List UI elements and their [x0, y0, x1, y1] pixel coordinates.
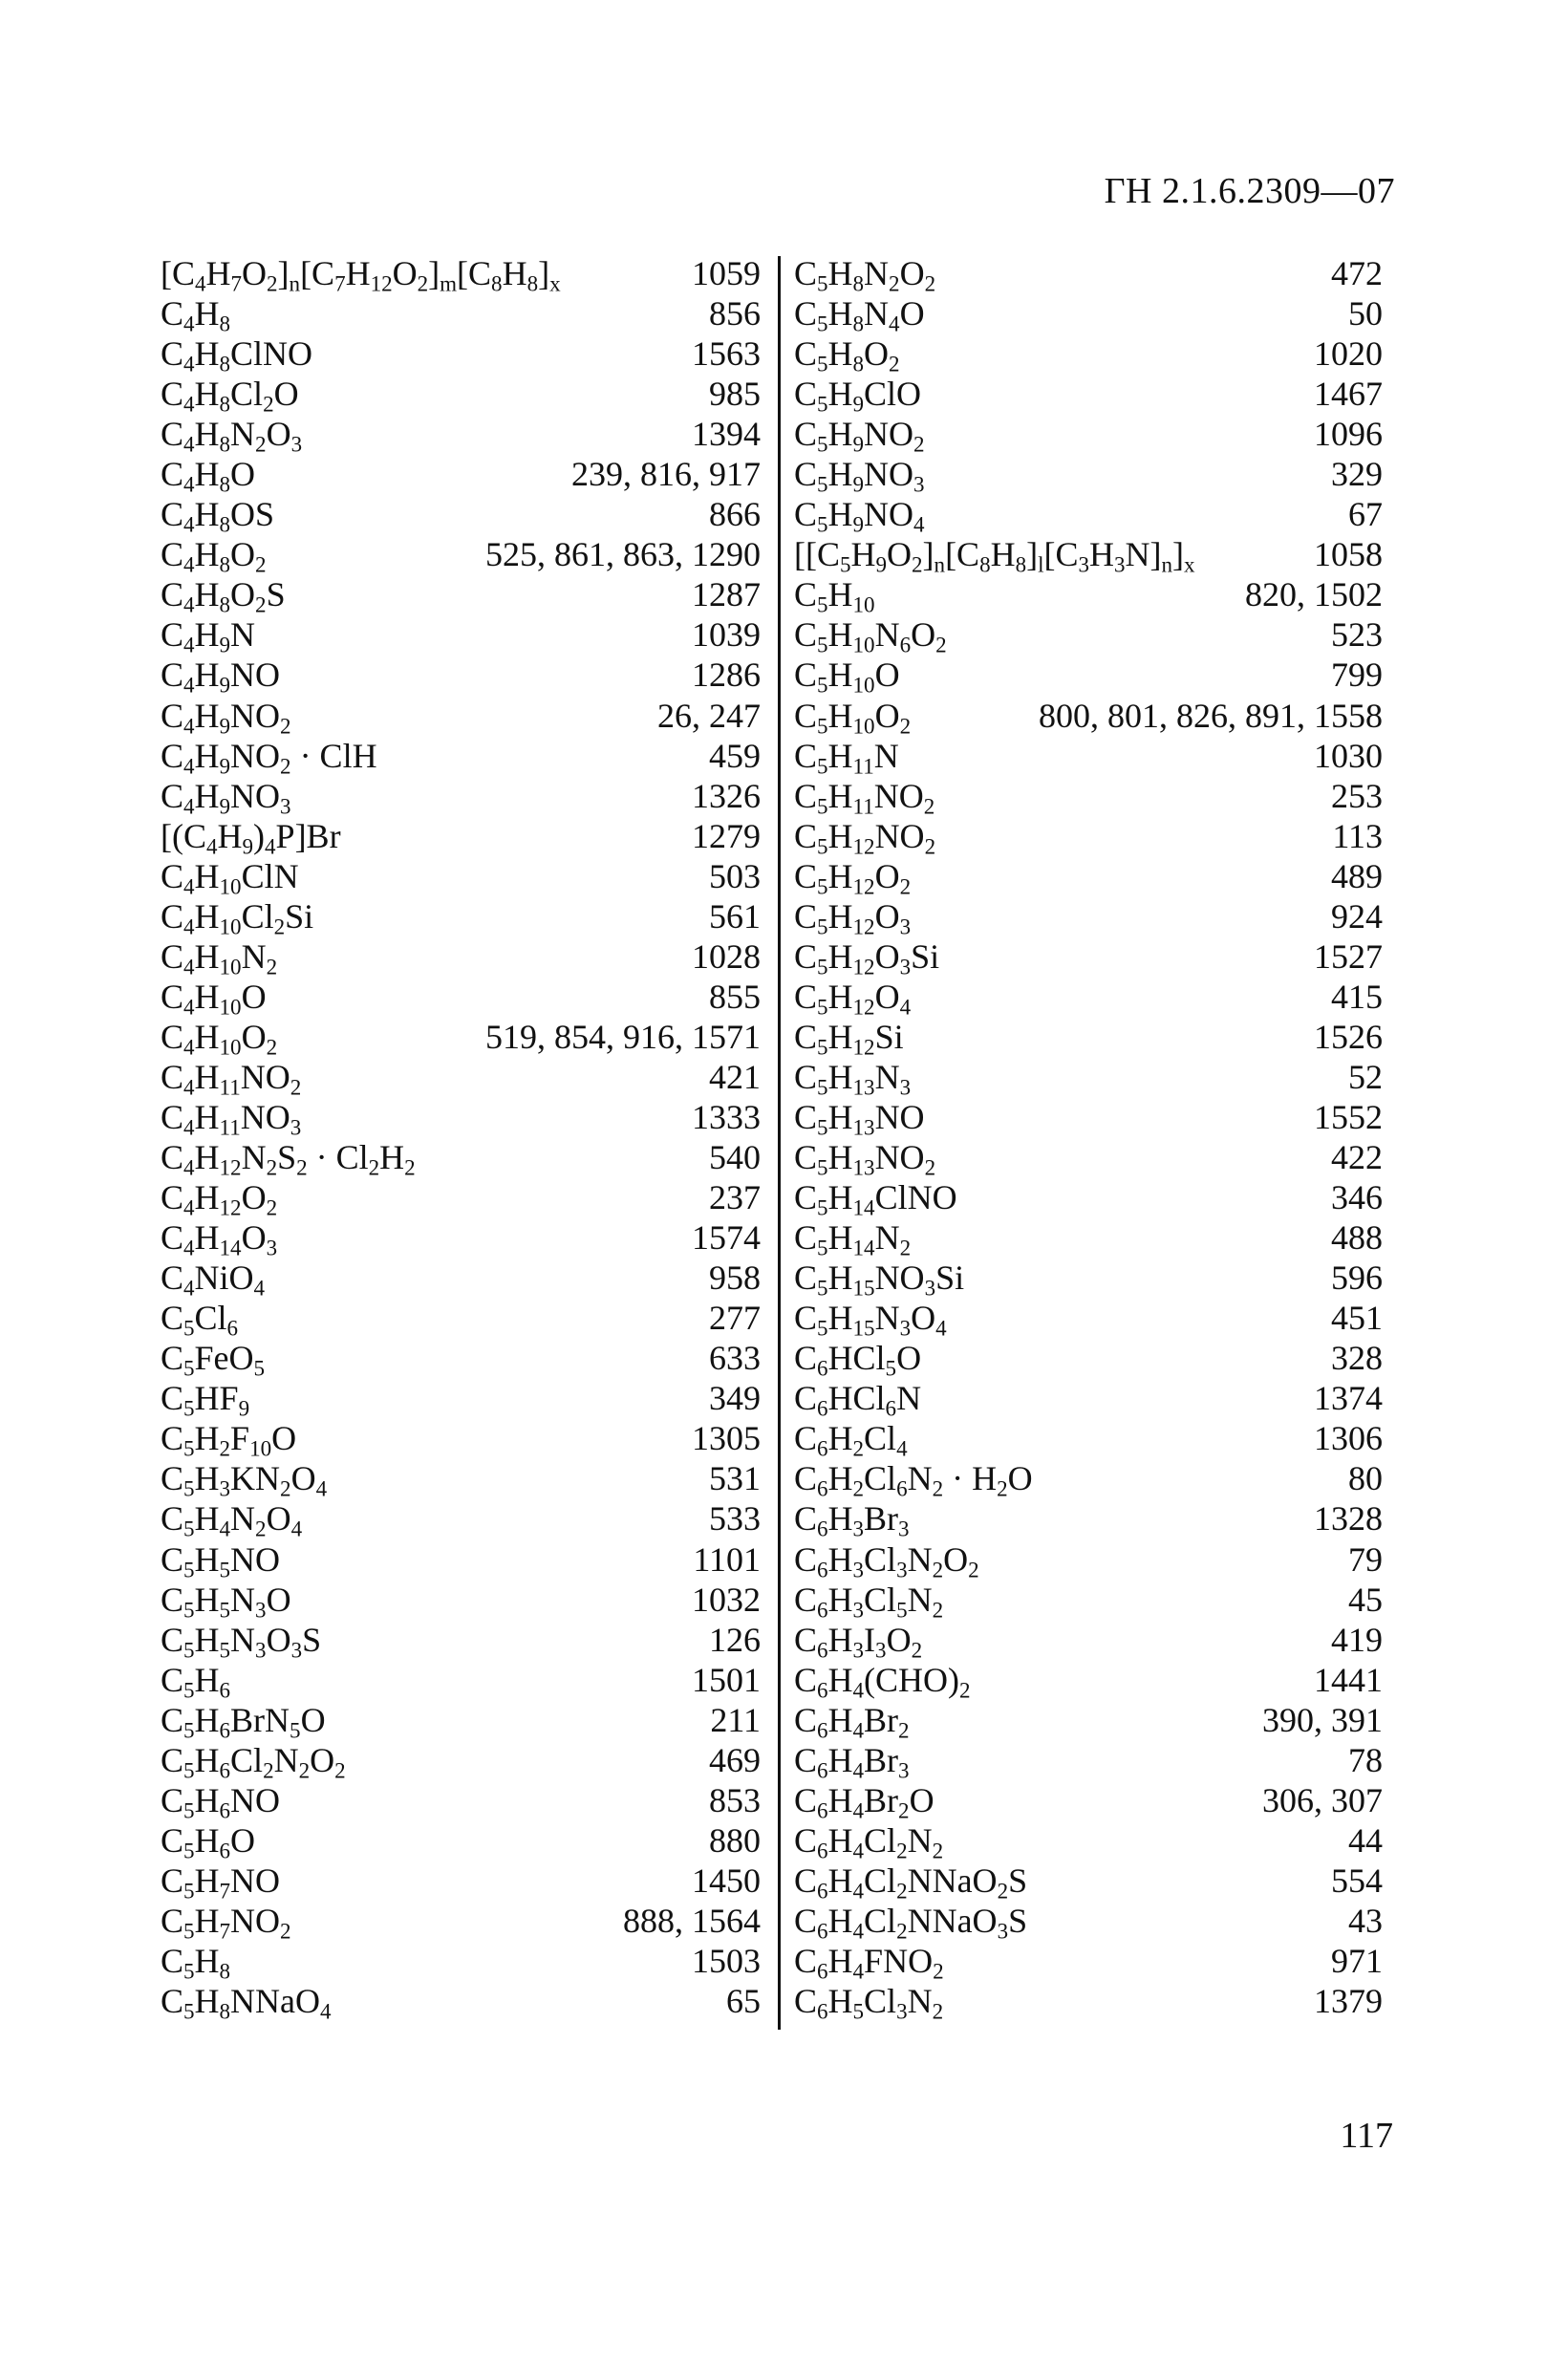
- entry-numbers: 1096: [1314, 415, 1383, 454]
- entry-numbers: 459: [709, 736, 761, 775]
- entry-numbers: 421: [709, 1057, 761, 1096]
- chemical-formula: $C_5H_{10}O_2$: [794, 696, 912, 738]
- entry-numbers: 1441: [1314, 1660, 1383, 1699]
- chemical-formula: $[[C_5H_9O_2]_n[C_8H_8]_l[C_3H_3N]_n]_x$: [794, 535, 1195, 577]
- index-entry: [794, 253, 1383, 296]
- index-entry: [161, 1780, 761, 1823]
- index-entry: [161, 1700, 761, 1743]
- index-entry: [794, 534, 1383, 577]
- chemical-formula: $C_4H_{12}N_2S_2 \cdot Cl_2H_2$: [161, 1138, 416, 1180]
- index-entry: [794, 614, 1383, 655]
- index-entry: [161, 454, 761, 497]
- chemical-formula: $C_4H_{10}O_2$: [161, 1017, 278, 1060]
- index-entry: [161, 1820, 761, 1861]
- index-entry: [161, 414, 761, 457]
- chemical-formula: $C_6H_3Cl_5N_2$: [794, 1580, 944, 1622]
- entry-numbers: 820, 1502: [1245, 575, 1383, 614]
- chemical-formula: $C_4H_{10}O$: [161, 977, 267, 1020]
- index-entry: [794, 1941, 1383, 1984]
- chemical-formula: $C_5H_6BrN_5O$: [161, 1700, 326, 1743]
- index-entry: [794, 736, 1383, 776]
- chemical-formula: $C_5H_9NO_2$: [794, 415, 925, 457]
- entry-numbers: 488: [1331, 1218, 1383, 1258]
- entry-numbers: 633: [709, 1339, 761, 1378]
- index-entry: [794, 1820, 1383, 1861]
- right-column: [794, 253, 1383, 2024]
- chemical-formula: $C_4H_8O$: [161, 455, 256, 497]
- chemical-formula: $C_5H_6Cl_2N_2O_2$: [161, 1740, 346, 1783]
- chemical-formula: $C_5H_2F_{10}O$: [161, 1419, 297, 1461]
- entry-numbers: 349: [709, 1379, 761, 1418]
- index-entry: [794, 696, 1383, 736]
- page-number: 117: [1340, 2116, 1393, 2156]
- entry-numbers: 519, 854, 916, 1571: [485, 1017, 761, 1056]
- chemical-formula: $C_5H_{13}N_3$: [794, 1057, 912, 1100]
- index-entry: [794, 1458, 1383, 1501]
- index-entry: [161, 494, 761, 537]
- chemical-formula: $C_4H_9N$: [161, 615, 256, 657]
- entry-numbers: 523: [1331, 615, 1383, 655]
- index-entry: [794, 1700, 1383, 1743]
- chemical-formula: $C_5H_3KN_2O_4$: [161, 1459, 328, 1501]
- chemical-formula: $C_5H_7NO$: [161, 1861, 281, 1904]
- entry-numbers: 800, 801, 826, 891, 1558: [1039, 696, 1383, 735]
- entry-numbers: 1279: [692, 816, 761, 855]
- entry-numbers: 1305: [692, 1419, 761, 1458]
- chemical-formula: $C_5H_5N_3O_3S$: [161, 1620, 322, 1663]
- entry-numbers: 1326: [692, 776, 761, 815]
- chemical-formula: $C_5H_8N_2O_2$: [794, 254, 936, 296]
- chemical-formula: $C_5H_4N_2O_4$: [161, 1499, 303, 1541]
- chemical-formula: $C_5H_5N_3O$: [161, 1580, 291, 1622]
- index-entry: [161, 334, 761, 377]
- chemical-formula: $C_5H_9NO_3$: [794, 455, 925, 497]
- entry-numbers: 554: [1331, 1861, 1383, 1900]
- index-entry: [161, 816, 761, 859]
- chemical-formula: $C_5H_{11}NO_2$: [794, 776, 935, 819]
- entry-numbers: 596: [1331, 1259, 1383, 1298]
- index-entry: [794, 1258, 1383, 1301]
- index-entry: [161, 614, 761, 655]
- entry-numbers: 65: [726, 1982, 761, 2021]
- entry-numbers: 451: [1331, 1299, 1383, 1338]
- index-entry: [161, 896, 761, 939]
- index-entry: [161, 1458, 761, 1501]
- entry-numbers: 1394: [692, 415, 761, 454]
- entry-numbers: 415: [1331, 977, 1383, 1016]
- chemical-formula: $C_4NiO_4$: [161, 1259, 266, 1301]
- index-entry: [794, 977, 1383, 1020]
- index-entry: [161, 1258, 761, 1301]
- index-entry: [794, 896, 1383, 939]
- index-entry: [794, 574, 1383, 617]
- entry-numbers: 1450: [692, 1861, 761, 1900]
- chemical-formula: $C_6H_4Br_2O$: [794, 1780, 934, 1823]
- chemical-formula: $C_4H_9NO_3$: [161, 776, 291, 819]
- index-entry: [161, 776, 761, 819]
- chemical-formula: $C_5H_{12}O_3$: [794, 896, 912, 939]
- entry-numbers: 1374: [1314, 1379, 1383, 1418]
- entry-numbers: 346: [1331, 1178, 1383, 1217]
- entry-numbers: 253: [1331, 776, 1383, 815]
- entry-numbers: 1039: [692, 615, 761, 655]
- chemical-formula: $C_5H_{11}N$: [794, 736, 899, 778]
- chemical-formula: $C_6H_4Br_3$: [794, 1740, 910, 1783]
- chemical-formula: $C_4H_{10}Cl_2Si$: [161, 896, 314, 939]
- index-entry: [161, 374, 761, 417]
- chemical-formula: $C_5HF_9$: [161, 1379, 250, 1421]
- chemical-formula: $C_5FeO_5$: [161, 1339, 266, 1381]
- entry-numbers: 1501: [692, 1660, 761, 1699]
- entry-numbers: 503: [709, 856, 761, 895]
- chemical-formula: $C_5H_{14}ClNO$: [794, 1178, 957, 1220]
- index-entry: [161, 1177, 761, 1220]
- index-entry: [794, 1298, 1383, 1341]
- entry-numbers: 469: [709, 1740, 761, 1779]
- index-entry: [794, 776, 1383, 819]
- entry-numbers: 525, 861, 863, 1290: [485, 535, 761, 574]
- entry-numbers: 489: [1331, 856, 1383, 895]
- entry-numbers: 45: [1348, 1580, 1383, 1619]
- index-entry: [161, 1740, 761, 1783]
- index-entry: [794, 454, 1383, 497]
- index-entry: [161, 1580, 761, 1620]
- entry-numbers: 1467: [1314, 375, 1383, 414]
- entry-numbers: 67: [1348, 495, 1383, 534]
- index-entry: [161, 856, 761, 899]
- entry-numbers: 419: [1331, 1620, 1383, 1659]
- entry-numbers: 799: [1331, 656, 1383, 695]
- index-entry: [161, 253, 761, 296]
- entry-numbers: 533: [709, 1499, 761, 1539]
- chemical-formula: $C_6H_4Cl_2N_2$: [794, 1820, 944, 1863]
- chemical-formula: $C_6H_4Cl_2NNaO_2S$: [794, 1861, 1028, 1904]
- entry-numbers: 239, 816, 917: [571, 455, 761, 494]
- chemical-formula: $C_6HCl_5O$: [794, 1339, 922, 1381]
- chemical-formula: $C_4H_8O_2$: [161, 535, 267, 577]
- chemical-formula: $C_5H_7NO_2$: [161, 1901, 291, 1944]
- index-entry: [794, 1539, 1383, 1580]
- index-entry: [161, 1298, 761, 1341]
- entry-numbers: 1526: [1314, 1017, 1383, 1056]
- chemical-formula: $C_5H_{10}N_6O_2$: [794, 615, 947, 657]
- index-entry: [161, 696, 761, 736]
- entry-numbers: 1552: [1314, 1097, 1383, 1136]
- index-entry: [794, 1378, 1383, 1421]
- chemical-formula: $C_5H_8N_4O$: [794, 294, 925, 336]
- index-entry: [161, 1418, 761, 1461]
- chemical-formula: $C_5H_{15}NO_3Si$: [794, 1259, 965, 1301]
- chemical-formula: $C_5H_8$: [161, 1941, 231, 1984]
- index-entry: [161, 534, 761, 577]
- entry-numbers: 540: [709, 1138, 761, 1177]
- chemical-formula: $C_5H_{10}$: [794, 575, 875, 617]
- entry-numbers: 1287: [692, 575, 761, 614]
- index-entry: [794, 936, 1383, 977]
- index-entry: [794, 334, 1383, 377]
- chemical-formula: $[C_4H_7O_2]_n[C_7H_{12}O_2]_m[C_8H_8]_x$: [161, 254, 561, 296]
- index-entry: [161, 1861, 761, 1904]
- index-entry: [794, 414, 1383, 457]
- index-entry: [794, 1017, 1383, 1060]
- index-entry: [794, 1981, 1383, 2024]
- chemical-formula: $C_6H_4Cl_2NNaO_3S$: [794, 1901, 1028, 1944]
- entry-numbers: 1101: [693, 1539, 761, 1579]
- index-entry: [794, 293, 1383, 334]
- entry-numbers: 113: [1332, 816, 1383, 855]
- index-entry: [794, 1498, 1383, 1539]
- left-column: [161, 253, 761, 2024]
- index-entry: [161, 655, 761, 698]
- chemical-formula: $C_4H_9NO$: [161, 656, 281, 698]
- chemical-formula: $C_4H_{11}NO_2$: [161, 1057, 302, 1100]
- chemical-formula: $C_5Cl_6$: [161, 1299, 239, 1341]
- entry-numbers: 1028: [692, 936, 761, 976]
- chemical-formula: $C_5H_{15}N_3O_4$: [794, 1299, 947, 1341]
- entry-numbers: 958: [709, 1259, 761, 1298]
- chemical-formula: $C_5H_8O_2$: [794, 334, 900, 377]
- chemical-formula: $C_5H_9ClO$: [794, 375, 922, 417]
- chemical-formula: $C_6H_5Cl_3N_2$: [794, 1982, 944, 2024]
- entry-numbers: 126: [709, 1620, 761, 1659]
- chemical-formula: $C_6H_2Cl_6N_2 \cdot H_2O$: [794, 1459, 1033, 1501]
- index-entry: [161, 1217, 761, 1258]
- entry-numbers: 561: [709, 896, 761, 936]
- entry-numbers: 306, 307: [1262, 1780, 1383, 1819]
- entry-numbers: 1306: [1314, 1419, 1383, 1458]
- entry-numbers: 880: [709, 1820, 761, 1860]
- chemical-formula: $[(C_4H_9)_4P]Br$: [161, 816, 341, 859]
- chemical-formula: $C_5H_9NO_4$: [794, 495, 925, 537]
- chemical-formula: $C_4H_{10}ClN$: [161, 856, 299, 899]
- index-entry: [794, 1620, 1383, 1663]
- entry-numbers: 856: [709, 294, 761, 334]
- chemical-formula: $C_4H_{12}O_2$: [161, 1178, 278, 1220]
- entry-numbers: 26, 247: [657, 696, 761, 735]
- entry-numbers: 1333: [692, 1097, 761, 1136]
- index-entry: [794, 1580, 1383, 1620]
- chemical-formula: $C_5H_6O$: [161, 1820, 256, 1863]
- entry-numbers: 472: [1331, 254, 1383, 292]
- index-entry: [794, 655, 1383, 698]
- index-entry: [794, 1901, 1383, 1944]
- index-entry: [161, 977, 761, 1020]
- entry-numbers: 328: [1331, 1339, 1383, 1378]
- chemical-formula: $C_5H_6$: [161, 1660, 231, 1703]
- chemical-formula: $C_5H_6NO$: [161, 1780, 281, 1823]
- chemical-formula: $C_5H_{12}Si$: [794, 1017, 904, 1060]
- index-entry: [161, 936, 761, 977]
- entry-numbers: 43: [1348, 1901, 1383, 1940]
- entry-numbers: 1286: [692, 656, 761, 695]
- chemical-formula: $C_4H_8$: [161, 294, 231, 336]
- entry-numbers: 985: [709, 375, 761, 414]
- index-entry: [161, 1338, 761, 1381]
- index-entry: [794, 1740, 1383, 1783]
- chemical-formula: $C_4H_{14}O_3$: [161, 1218, 278, 1260]
- chemical-formula: $C_6H_4FNO_2$: [794, 1941, 944, 1984]
- entry-numbers: 853: [709, 1780, 761, 1819]
- chemical-formula: $C_4H_8Cl_2O$: [161, 375, 299, 417]
- chemical-formula: $C_4H_8N_2O_3$: [161, 415, 303, 457]
- index-entry: [161, 1378, 761, 1421]
- index-entry: [794, 1137, 1383, 1180]
- index-entry: [794, 494, 1383, 537]
- chemical-formula: $C_5H_5NO$: [161, 1539, 281, 1582]
- index-entry: [161, 1539, 761, 1580]
- index-entry: [794, 1780, 1383, 1823]
- entry-numbers: 79: [1348, 1539, 1383, 1579]
- entry-numbers: 211: [710, 1700, 761, 1739]
- index-entry: [794, 1338, 1383, 1381]
- page-header: ГН 2.1.6.2309—07: [1104, 171, 1395, 211]
- index-entry: [161, 736, 761, 776]
- entry-numbers: 237: [709, 1178, 761, 1217]
- entry-numbers: 390, 391: [1262, 1700, 1383, 1739]
- chemical-formula: $C_6H_3I_3O_2$: [794, 1620, 923, 1663]
- chemical-formula: $C_5H_{12}O_2$: [794, 856, 912, 899]
- entry-numbers: 971: [1331, 1941, 1383, 1980]
- chemical-formula: $C_5H_{13}NO_2$: [794, 1138, 936, 1180]
- chemical-formula: $C_5H_8NNaO_4$: [161, 1982, 332, 2024]
- entry-numbers: 1020: [1314, 334, 1383, 374]
- entry-numbers: 50: [1348, 294, 1383, 334]
- index-entry: [161, 1057, 761, 1100]
- entry-numbers: 888, 1564: [623, 1901, 761, 1940]
- index-entry: [794, 1660, 1383, 1703]
- index-entry: [161, 1981, 761, 2024]
- entry-numbers: 924: [1331, 896, 1383, 936]
- chemical-formula: $C_4H_{10}N_2$: [161, 936, 278, 979]
- index-entry: [161, 1941, 761, 1984]
- chemical-formula: $C_6HCl_6N$: [794, 1379, 922, 1421]
- index-entry: [161, 1620, 761, 1663]
- entry-numbers: 855: [709, 977, 761, 1016]
- entry-numbers: 531: [709, 1459, 761, 1498]
- entry-numbers: 866: [709, 495, 761, 534]
- chemical-formula: $C_4H_9NO_2$ · ClH: [161, 736, 377, 778]
- chemical-formula: $C_4H_8ClNO$: [161, 334, 313, 377]
- index-entry: [794, 856, 1383, 899]
- index-entry: [161, 1498, 761, 1539]
- index-entry: [161, 574, 761, 617]
- index-entry: [794, 374, 1383, 417]
- entry-numbers: 1563: [692, 334, 761, 374]
- chemical-formula: $C_5H_{12}O_4$: [794, 977, 912, 1020]
- chemical-formula: $C_6H_3Br_3$: [794, 1499, 910, 1541]
- entry-numbers: 1527: [1314, 936, 1383, 976]
- entry-numbers: 1030: [1314, 736, 1383, 775]
- index-entry: [794, 1418, 1383, 1461]
- chemical-formula: $C_4H_9NO_2$: [161, 696, 291, 738]
- entry-numbers: 1328: [1314, 1499, 1383, 1539]
- entry-numbers: 1574: [692, 1218, 761, 1258]
- index-entry: [161, 1097, 761, 1140]
- index-entry: [794, 1177, 1383, 1220]
- chemical-formula: $C_6H_4(CHO)_2$: [794, 1660, 971, 1703]
- chemical-formula: $C_5H_{12}O_3Si$: [794, 936, 940, 979]
- entry-numbers: 1503: [692, 1941, 761, 1980]
- entry-numbers: 44: [1348, 1820, 1383, 1860]
- entry-numbers: 422: [1331, 1138, 1383, 1177]
- chemical-formula: $C_5H_{14}N_2$: [794, 1218, 912, 1260]
- chemical-formula: $C_6H_4Br_2$: [794, 1700, 910, 1743]
- index-entry: [794, 1097, 1383, 1140]
- entry-numbers: 1032: [692, 1580, 761, 1619]
- entry-numbers: 1059: [692, 254, 761, 292]
- chemical-formula: $C_6H_2Cl_4$: [794, 1419, 908, 1461]
- index-entry: [161, 1660, 761, 1703]
- entry-numbers: 52: [1348, 1057, 1383, 1096]
- index-entry: [161, 1137, 761, 1180]
- index-entry: [794, 1057, 1383, 1100]
- chemical-formula: $C_5H_{12}NO_2$: [794, 816, 936, 859]
- index-entry: [794, 816, 1383, 859]
- chemical-formula: $C_5H_{10}O$: [794, 656, 900, 698]
- column-divider: [778, 256, 781, 2030]
- index-entry: [794, 1861, 1383, 1904]
- chemical-formula: $C_4H_8O_2S$: [161, 575, 286, 617]
- entry-numbers: 78: [1348, 1740, 1383, 1779]
- entry-numbers: 329: [1331, 455, 1383, 494]
- entry-numbers: 80: [1348, 1459, 1383, 1498]
- index-entry: [161, 1901, 761, 1944]
- chemical-formula: $C_5H_{13}NO$: [794, 1097, 925, 1140]
- chemical-formula: $C_4H_{11}NO_3$: [161, 1097, 302, 1140]
- index-entry: [161, 1017, 761, 1060]
- index-entry: [161, 293, 761, 334]
- chemical-formula: $C_4H_8OS$: [161, 495, 275, 537]
- entry-numbers: 1058: [1314, 535, 1383, 574]
- index-entry: [794, 1217, 1383, 1258]
- entry-numbers: 277: [709, 1299, 761, 1338]
- chemical-formula: $C_6H_3Cl_3N_2O_2$: [794, 1539, 979, 1582]
- entry-numbers: 1379: [1314, 1982, 1383, 2021]
